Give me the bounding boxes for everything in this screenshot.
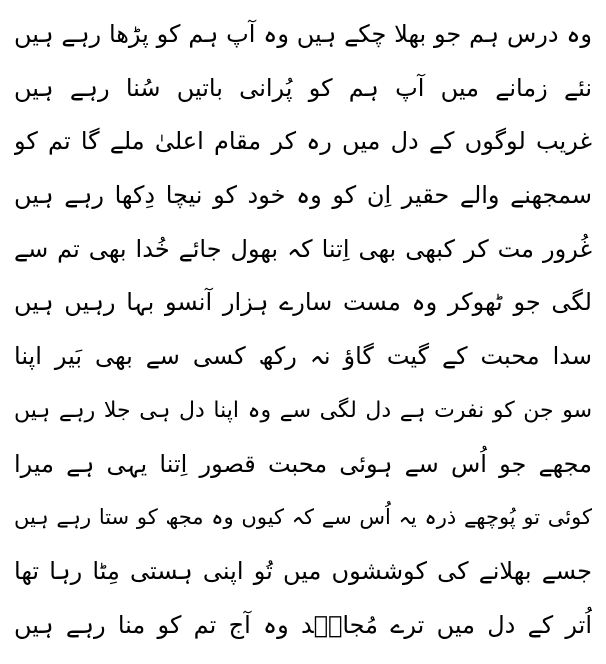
poem-line: سمجھنے والے حقیر اِن کو وہ خود کو نیچا دِکھا رہے ہیں: [14, 181, 592, 210]
poem-line: نئے زمانے میں آپ ہم کو پُرانی باتیں سُنا رہے ہیں: [14, 73, 592, 102]
poem-line: سدا محبت کے گیت گاؤ نہ رکھ کسی سے بھی بَیر اپنا: [14, 342, 592, 371]
poem-line: سو جن کو نفرت ہے دل لگی سے وہ اپنا دل ہی جلا رہے ہیں: [14, 397, 592, 423]
poem-line: غُرور مت کر کبھی بھی اِتنا کہ بھول جائے خُدا بھی تم سے: [14, 234, 592, 263]
poem-line: غریب لوگوں کے دل میں رہ کر مقام اعلیٰ ملے گا تم کو: [14, 127, 592, 156]
poem-text: [14, 8, 592, 652]
poem-line: کوئی تو پُوچھے ذرہ یہ اُس سے کہ کیوں وہ مجھ کو ستا رہے ہیں: [14, 505, 592, 530]
poem-line: وہ درس ہم جو بھلا چکے ہیں وہ آپ ہم کو پڑھا رہے ہیں: [14, 20, 592, 48]
poem-line: اُتر کے دل میں ترے مُجاہؔد وہ آج تم کو منا رہے ہیں: [14, 610, 592, 639]
poem-line: مجھے جو اُس سے ہوئی محبت قصور اِتنا یہی ہے میرا: [14, 449, 592, 478]
poem-line: لگی جو ٹھوکر وہ مست سارے ہزار آنسو بہا رہیں ہیں: [14, 288, 592, 317]
poem-line: جسے بھلانے کی کوششوں میں تُو اپنی ہستی مِٹا رہا تھا: [14, 556, 592, 585]
